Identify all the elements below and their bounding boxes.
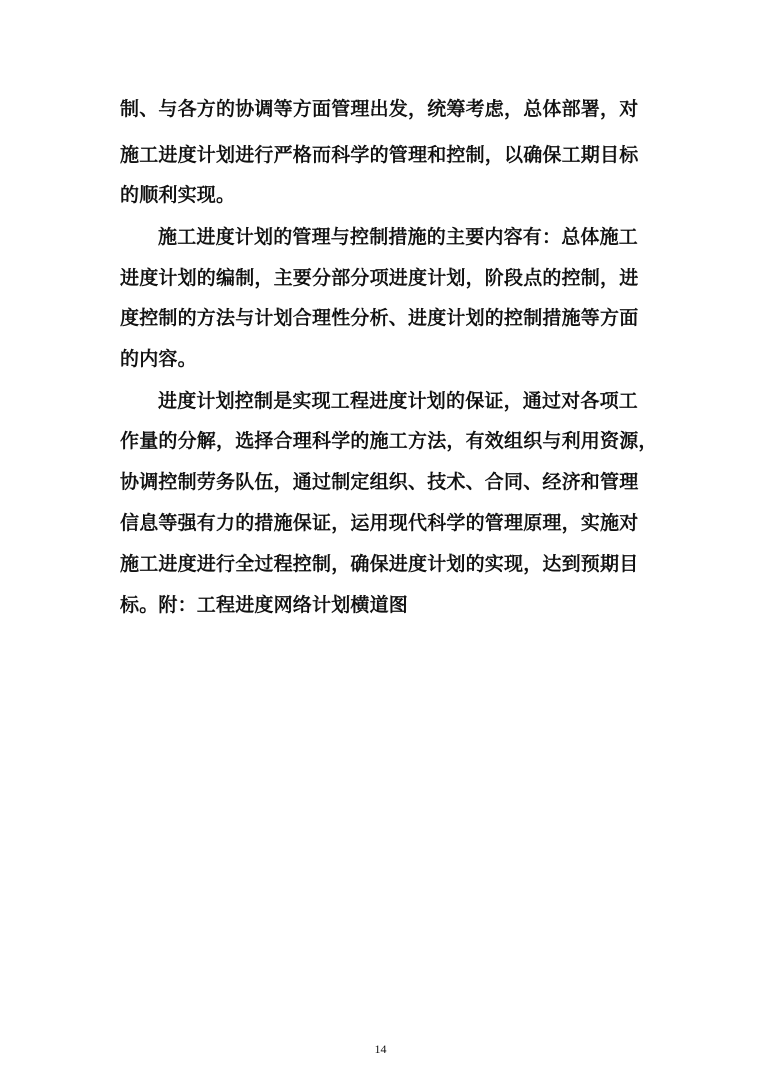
paragraph-3-line-1: 进度计划控制是实现工程进度计划的保证，通过对各项工 <box>158 390 639 412</box>
paragraph-1-line-2: 施工进度计划进行严格而科学的管理和控制，以确保工期目标 <box>120 144 639 166</box>
paragraph-3-line-2: 作量的分解，选择合理科学的施工方法，有效组织与利用资源， <box>120 430 658 452</box>
paragraph-2-line-2: 进度计划的编制，主要分部分项进度计划，阶段点的控制，进 <box>120 267 639 289</box>
page-number: 14 <box>374 1042 387 1056</box>
paragraph-3-line-5: 施工进度进行全过程控制，确保进度计划的实现，达到预期目 <box>120 553 639 575</box>
paragraph-2-line-4: 的内容。 <box>120 348 197 370</box>
paragraph-1-line-3: 的顺利实现。 <box>120 184 236 206</box>
paragraph-2-line-1: 施工进度计划的管理与控制措施的主要内容有：总体施工 <box>158 226 639 248</box>
paragraph-3-line-4: 信息等强有力的措施保证，运用现代科学的管理原理，实施对 <box>120 512 639 534</box>
paragraph-3-line-3: 协调控制劳务队伍，通过制定组织、技术、合同、经济和管理 <box>120 471 639 493</box>
paragraph-2-line-3: 度控制的方法与计划合理性分析、进度计划的控制措施等方面 <box>120 307 639 329</box>
paragraph-3-line-6: 标。附：工程进度网络计划横道图 <box>120 594 409 616</box>
paragraph-1-line-1: 制、与各方的协调等方面管理出发，统筹考虑，总体部署，对 <box>120 98 639 120</box>
